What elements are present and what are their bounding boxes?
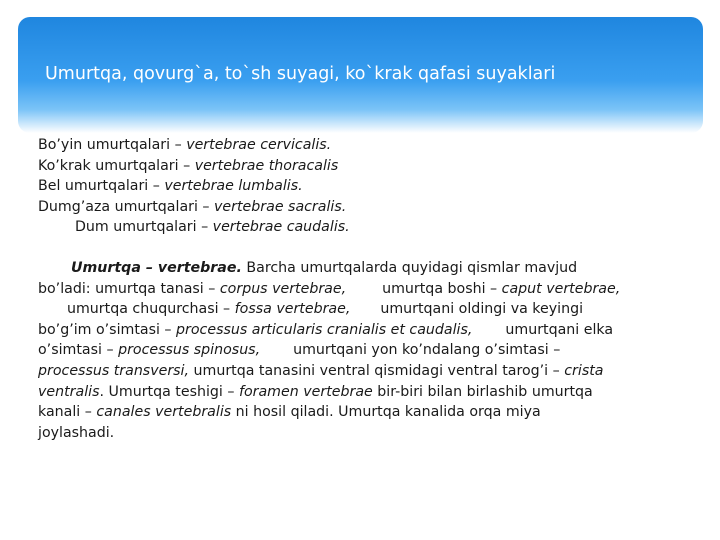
paragraph-text: umurtqani oldingi va keyingi — [380, 301, 584, 318]
list-item-label: Bo’yin umurtqalari – — [38, 137, 187, 153]
paragraph-line — [38, 402, 702, 423]
paragraph-line — [38, 258, 702, 279]
paragraph-term: Umurtqa – vertebrae. — [71, 259, 242, 276]
list-item-cervical — [38, 135, 702, 156]
paragraph-line — [38, 320, 702, 341]
paragraph-latin: caput vertebrae, — [501, 280, 621, 297]
paragraph-line — [38, 361, 702, 382]
list-item-caudal — [38, 217, 702, 238]
paragraph-latin: corpus vertebrae, — [219, 280, 347, 297]
list-item-latin: vertebrae sacralis. — [214, 198, 347, 215]
list-item-latin: vertebrae lumbalis. — [164, 178, 303, 195]
paragraph-text: umurtqa tanasini ventral qismidagi ventral tarog’i – — [189, 362, 565, 379]
paragraph-text: umurtqani elka — [505, 321, 614, 338]
list-item-lumbar — [38, 176, 702, 197]
paragraph-line — [38, 279, 702, 300]
paragraph-latin: processus spinosus, — [118, 342, 261, 359]
list-item-label: Dum umurtqalari – — [75, 219, 213, 236]
list-item-label: Dumg’aza umurtqalari – — [38, 198, 215, 215]
paragraph-latin: canales vertebralis — [96, 404, 232, 421]
paragraph-latin: crista — [564, 362, 604, 379]
paragraph-text: kanali – — [38, 404, 97, 421]
paragraph-text: ni hosil qiladi. Umurtqa kanalida orqa miya — [231, 404, 541, 421]
slide-title: Umurtqa, qovurg`a, to`sh suyagi, ko`krak qafasi suyaklari — [45, 64, 556, 84]
paragraph-text: umurtqa chuqurchasi – — [67, 301, 235, 318]
paragraph-text: bo’g’im o’simtasi – — [38, 321, 177, 338]
paragraph-latin: processus articularis cranialis et caudalis, — [176, 321, 473, 338]
list-item-thoracic — [38, 156, 702, 177]
paragraph-text: bir-biri bilan birlashib umurtqa — [372, 383, 593, 400]
paragraph-text: umurtqani yon ko’ndalang o’simtasi – — [293, 342, 561, 359]
paragraph-text: bo’ladi: umurtqa tanasi – — [38, 280, 220, 297]
paragraph-line — [38, 340, 702, 361]
slide-body — [38, 135, 702, 443]
list-item-label: Bel umurtqalari – — [38, 178, 165, 195]
description-paragraph — [38, 258, 702, 443]
paragraph-latin: processus transversi, — [38, 362, 189, 379]
paragraph-latin: foramen vertebrae — [238, 383, 373, 400]
paragraph-line — [38, 299, 702, 320]
paragraph-line — [38, 382, 702, 403]
paragraph-line — [38, 423, 702, 444]
list-item-latin: vertebrae cervicalis. — [186, 137, 332, 153]
paragraph-gap — [38, 238, 702, 258]
paragraph-latin: fossa vertebrae, — [234, 301, 351, 318]
paragraph-text: umurtqa boshi – — [382, 280, 502, 297]
list-item-sacral — [38, 197, 702, 218]
list-item-latin: vertebrae caudalis. — [212, 219, 350, 236]
paragraph-latin: ventralis — [38, 383, 100, 400]
list-item-label: Ko’krak umurtqalari – — [38, 157, 195, 174]
paragraph-text: . Umurtqa teshigi – — [99, 383, 239, 400]
list-item-latin: vertebrae thoracalis — [194, 157, 339, 174]
paragraph-text: joylashadi. — [38, 424, 115, 441]
paragraph-text: Barcha umurtqalarda quyidagi qismlar mavjud — [241, 259, 578, 276]
paragraph-text: o’simtasi – — [38, 342, 119, 359]
